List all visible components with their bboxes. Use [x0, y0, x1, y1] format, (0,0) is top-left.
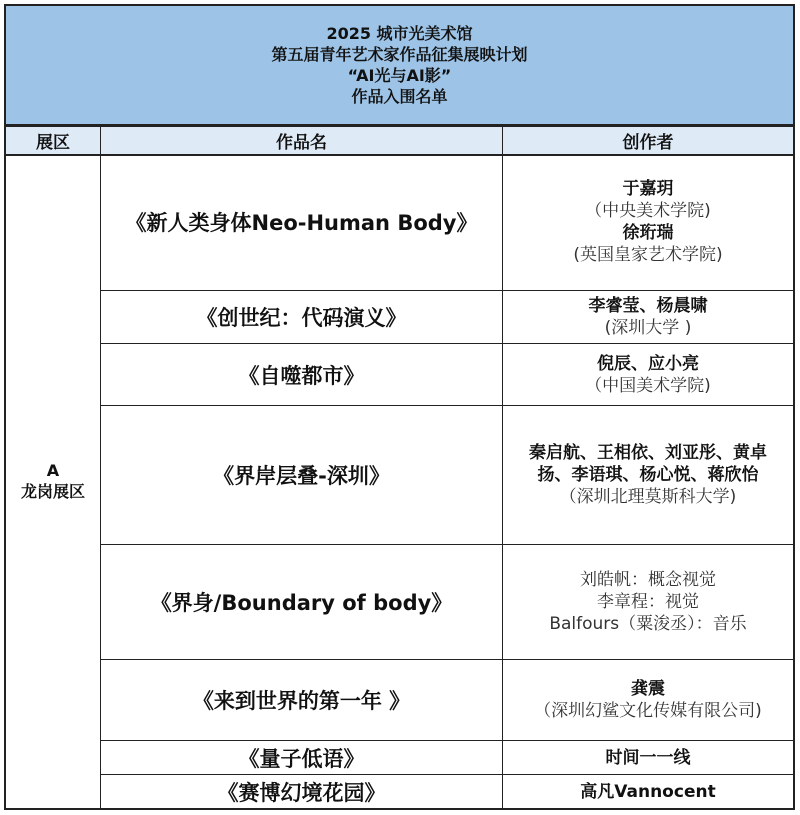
- table-row: [101, 291, 793, 344]
- zone-code: A: [46, 461, 60, 480]
- work-title: 《界身/Boundary of body》: [101, 545, 503, 659]
- title-line: 作品入围名单: [351, 87, 448, 106]
- table-title: [6, 6, 793, 127]
- title-line: 2025 城市光美术馆: [326, 24, 473, 43]
- header-row: [6, 127, 793, 156]
- table-row: [101, 741, 793, 775]
- author-line: Balfours（粟浚丞）：音乐: [549, 614, 747, 634]
- work-title: 《来到世界的第一年 》: [101, 660, 503, 740]
- table-row: [101, 545, 793, 660]
- author-line: （深圳北理莫斯科大学): [559, 487, 737, 507]
- header-work: 作品名: [101, 127, 503, 154]
- author-line: 李章程：视觉: [597, 592, 699, 612]
- author-cell: [503, 291, 793, 343]
- author-line: 倪辰、应小亮: [597, 353, 699, 374]
- author-cell: [503, 406, 793, 544]
- shortlist-table: [4, 4, 795, 810]
- author-cell: [503, 154, 793, 290]
- work-title: 《新人类身体Neo-Human Body》: [101, 154, 503, 290]
- author-line: 李睿莹、杨晨啸: [588, 296, 708, 316]
- author-cell: [503, 775, 793, 808]
- work-title: 《界岸层叠-深圳》: [101, 406, 503, 544]
- work-title: 《自噬都市》: [101, 344, 503, 405]
- author-cell: [503, 741, 793, 774]
- author-line: 高凡Vannocent: [580, 781, 716, 802]
- table-row: [101, 344, 793, 406]
- title-line: “AI光与AI影”: [347, 66, 452, 85]
- author-line: 徐珩瑞: [622, 223, 674, 243]
- author-line: (深圳大学 ): [604, 318, 692, 338]
- author-line: 秦启航、王相依、刘亚彤、黄卓: [529, 443, 767, 463]
- work-title: 《赛博幻境花园》: [101, 775, 503, 808]
- table-row: [101, 406, 793, 545]
- header-author: 创作者: [622, 133, 674, 153]
- author-line: 于嘉玥: [622, 179, 674, 199]
- table-row: [101, 660, 793, 741]
- author-line: 龚震: [631, 679, 665, 699]
- author-cell: [503, 660, 793, 740]
- title-line: 第五届青年艺术家作品征集展映计划: [271, 45, 528, 64]
- table-row: [101, 775, 793, 808]
- author-cell: [503, 344, 793, 405]
- author-line: （深圳幻鲨文化传媒有限公司): [534, 701, 762, 721]
- header-zone: 展区: [6, 127, 101, 154]
- author-line: 刘皓帆：概念视觉: [580, 570, 716, 590]
- author-line: （中央美术学院): [585, 201, 711, 221]
- zone-name: 龙岗展区: [20, 482, 85, 501]
- author-line: （中国美术学院): [585, 375, 711, 396]
- work-title: 《创世纪：代码演义》: [101, 291, 503, 343]
- table-row: [101, 154, 793, 291]
- work-title: 《量子低语》: [101, 741, 503, 774]
- author-cell: [503, 545, 793, 659]
- author-line: (英国皇家艺术学院): [573, 245, 723, 265]
- author-line: 时间一一线: [605, 747, 691, 768]
- author-line: 扬、李语琪、杨心悦、蒋欣怡: [537, 465, 759, 485]
